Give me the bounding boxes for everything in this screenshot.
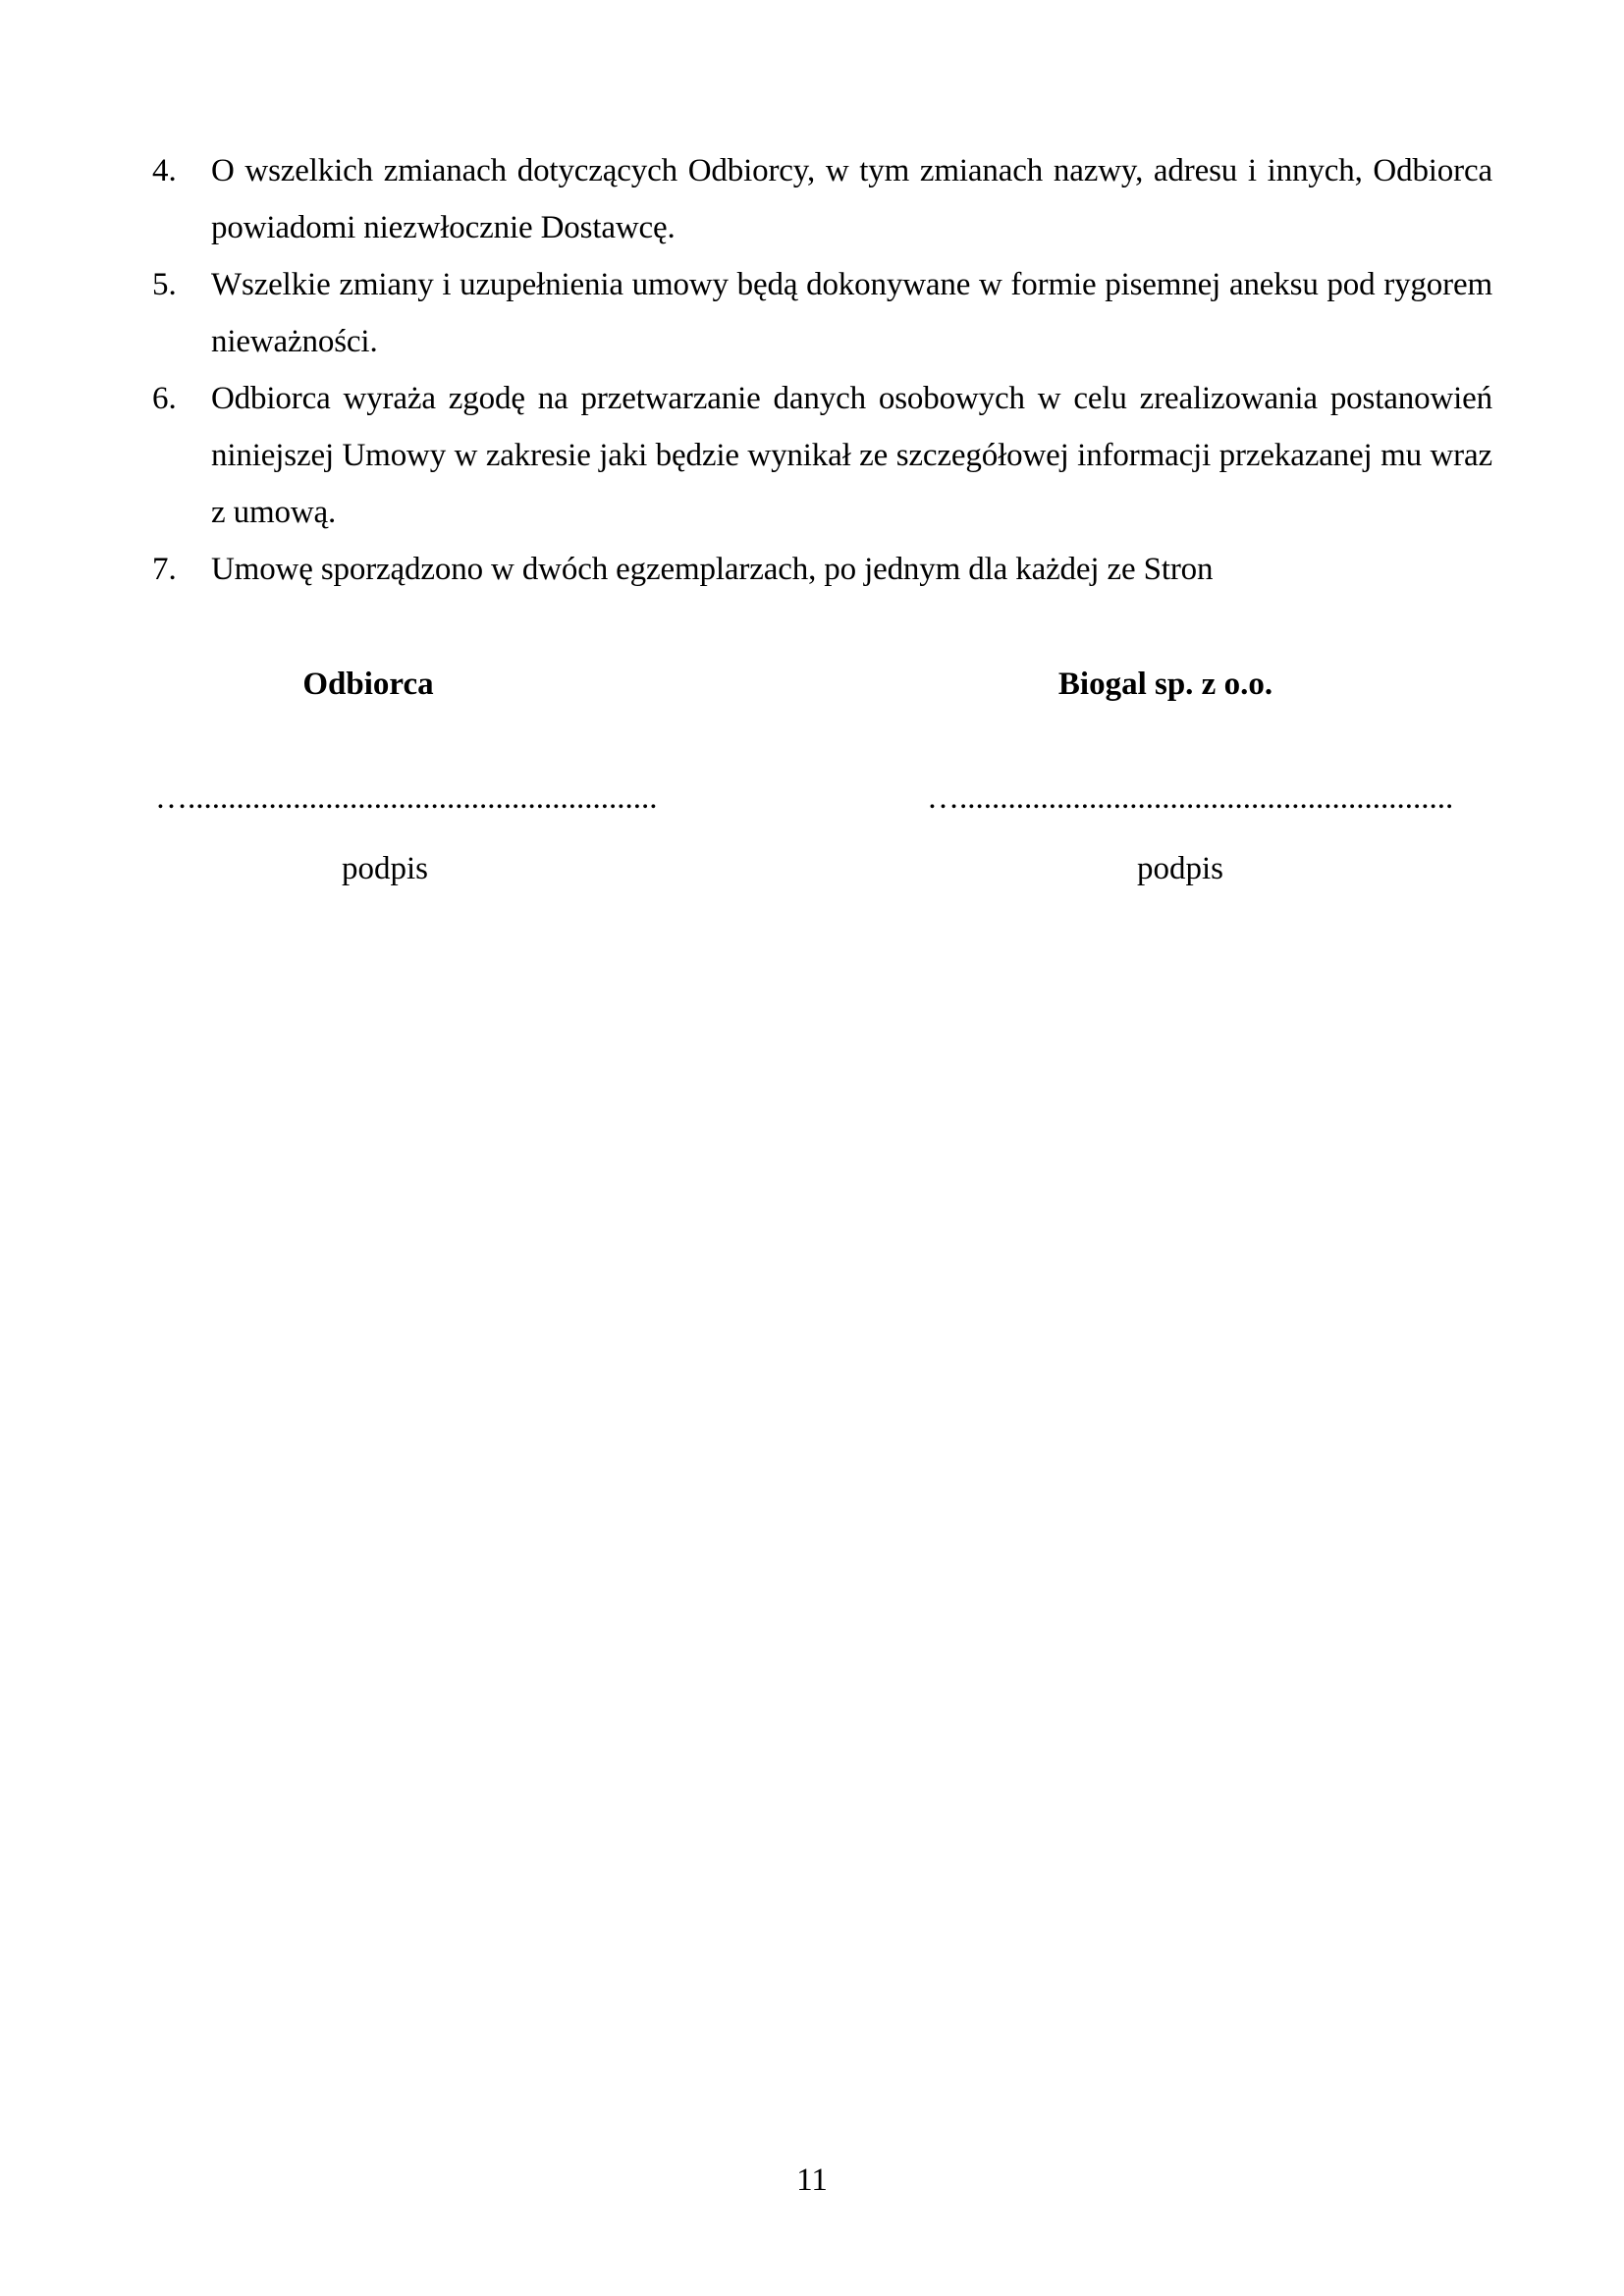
signature-dotted-line-left: ….......................................................... (155, 780, 658, 816)
list-item-text: Odbiorca wyraża zgodę na przetwarzanie danych osobowych w celu zrealizowania postanowień niniejszej Umowy w zakresie jaki będzie wynikał ze szczegółowej informacji przekazanej mu wraz z umową. (211, 381, 1492, 530)
list-item-text: Wszelkie zmiany i uzupełnienia umowy będą dokonywane w formie pisemnej aneksu pod rygorem nieważności. (211, 267, 1492, 359)
signature-caption-left: podpis (341, 851, 428, 886)
list-item-number: 5. (152, 267, 177, 302)
list-item (152, 142, 1492, 256)
page-number: 11 (796, 2163, 828, 2198)
signature-party-supplier: Biogal sp. z o.o. (1057, 667, 1273, 702)
list-item-number: 4. (152, 153, 177, 188)
contract-clauses-list (152, 142, 1492, 598)
list-item (152, 256, 1492, 370)
list-item (152, 541, 1492, 598)
signature-party-recipient: Odbiorca (302, 667, 434, 702)
list-item-text: Umowę sporządzono w dwóch egzemplarzach, po jednym dla każdej ze Stron (211, 552, 1214, 587)
list-item-text: O wszelkich zmianach dotyczących Odbiorcy, w tym zmianach nazwy, adresu i innych, Odbiorca powiadomi niezwłocznie Dostawcę. (211, 153, 1492, 245)
list-item-number: 7. (152, 552, 177, 587)
list-item (152, 370, 1492, 541)
list-item-number: 6. (152, 381, 177, 416)
signature-caption-right: podpis (1136, 851, 1223, 886)
signature-dotted-line-right: …............................................................. (927, 780, 1454, 816)
